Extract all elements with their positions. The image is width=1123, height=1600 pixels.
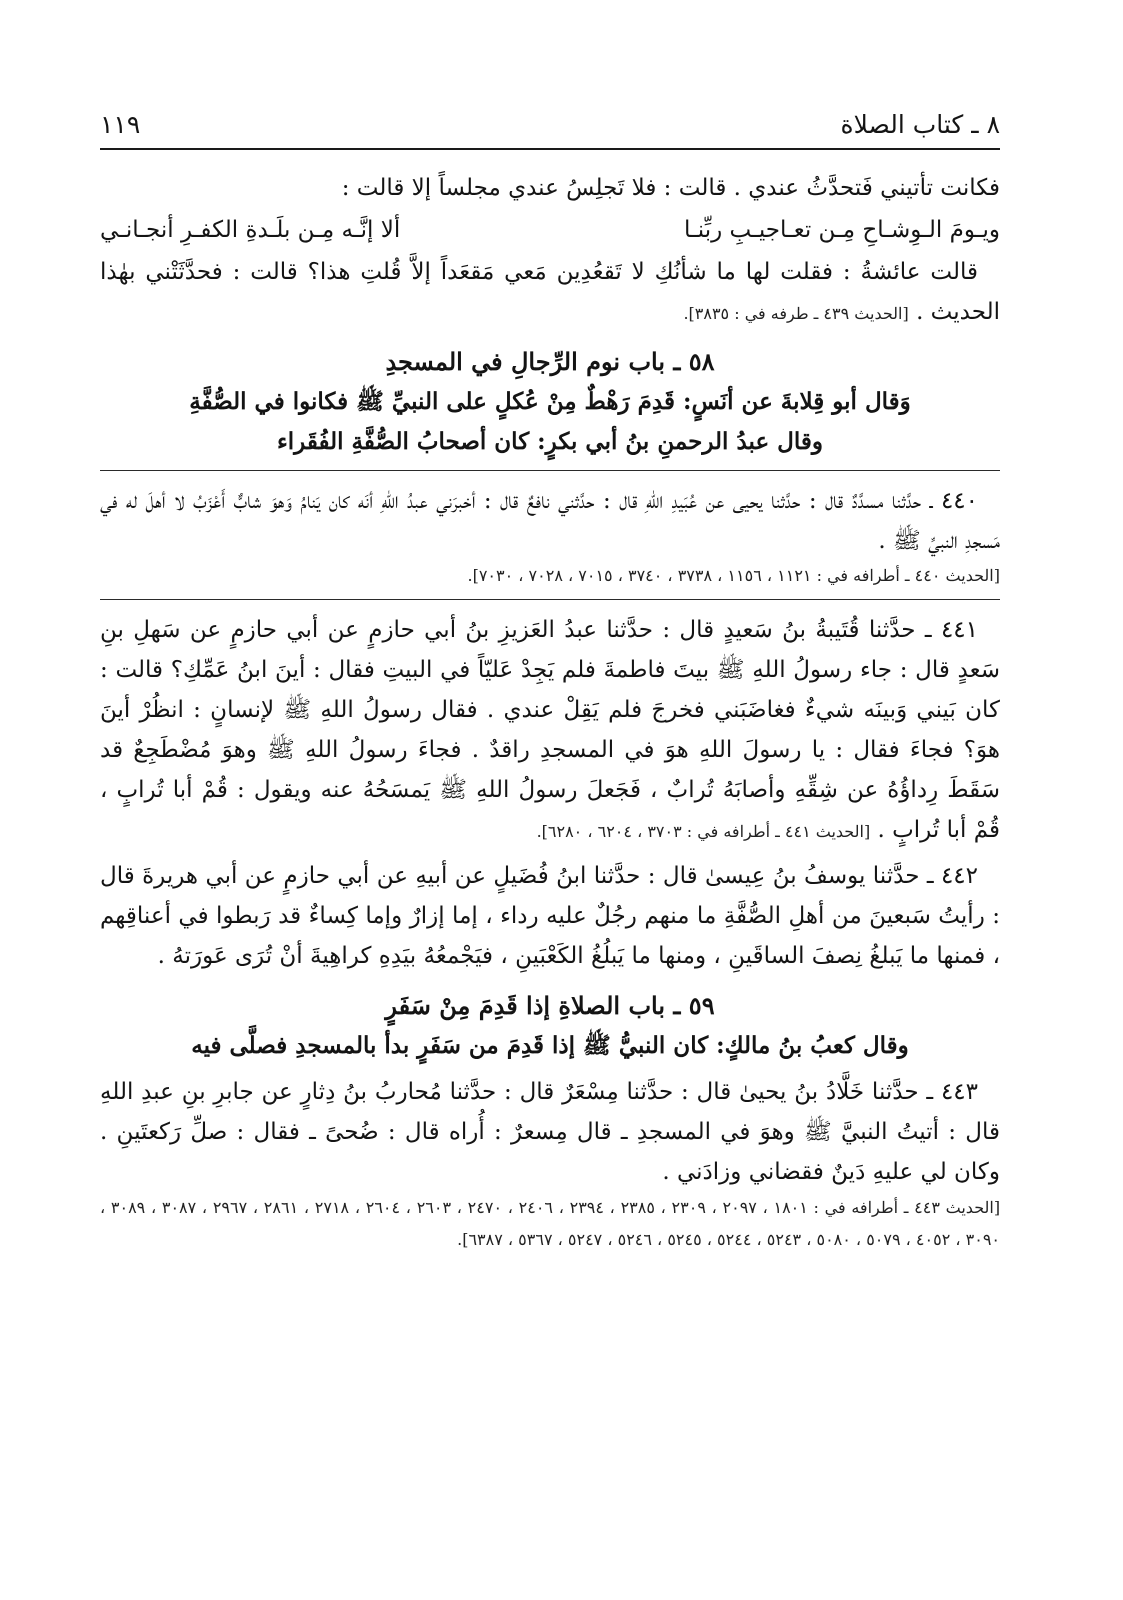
hadith-440-reference: [الحديث ٤٤٠ ـ أطرافه في : ١١٢١ ، ١١٥٦ ، ٣٧٣٨ ، ٣٧٤٠ ، ٧٠١٥ ، ٧٠٢٨ ، ٧٠٣٠]. xyxy=(467,566,1000,585)
intro-line: فكانت تأتيني فَتحدَّثُ عندي . قالت : فلا تَجلِسُ عندي مجلساً إلا قالت : xyxy=(341,175,1000,201)
book-page xyxy=(100,90,1000,1560)
hadith-441-reference: [الحديث ٤٤١ ـ أطرافه في : ٣٧٠٣ ، ٦٢٠٤ ، ٦٢٨٠]. xyxy=(536,822,871,841)
hadith-440-text: ٤٤٠ ـ حدَّثنا مسدَّدٌ قال : حدَّثنا يحيى عن عُبَيدِ اللهِ قال : حدَّثني نافعٌ قال : أخبرَني عبدُ اللهِ أنَه كان يَنامُ وَهوَ شابٌّ أَعْزَبُ لا أهلَ له في مَسجدِ النبيِّ ﷺ . xyxy=(100,488,1000,554)
chapter-58-subtitle-2: وقال عبدُ الرحمنِ بنُ أبي بكرٍ: كان أصحابُ الصُّفَّةِ الفُقَراء xyxy=(276,428,824,455)
running-chapter-title: ٨ ـ كتاب الصلاة xyxy=(840,110,1000,139)
chapter-59-title: ٥٩ ـ باب الصلاةِ إذا قَدِمَ مِنْ سَفَرٍ xyxy=(385,991,715,1020)
hadith-441-paragraph xyxy=(100,610,1000,850)
hadith-441 xyxy=(100,610,1000,850)
intro-paragraph-text: قالت عائشةُ : فقلت لها ما شأنُكِ لا تَقعُدِين مَعي مَقعَداً إلاَّ قُلتِ هذا؟ قالت : فحدَّثَتْني بهٰذا الحديث . xyxy=(100,259,1000,325)
hadith-443 xyxy=(100,1072,1000,1256)
hadith-441-text: ٤٤١ ـ حدَّثنا قُتَيبةُ بنُ سَعيدٍ قال : حدَّثنا عبدُ العَزيزِ بنُ أبي حازمٍ عن أبي حازمٍ عن سَهلِ بنِ سَعدٍ قال : جاء رسولُ اللهِ ﷺ بيتَ فاطمةَ فلم يَجِدْ عَليّاً في البيتِ فقال : أينَ ابنُ عَمِّكِ؟ قالت : كان بَيني وَبينَه شيءٌ فغاضَبَني فخرجَ فلم يَقِلْ عندي . فقال رسولُ اللهِ ﷺ لإنسانٍ : انظُرْ أينَ هوَ؟ فجاءَ فقال : يا رسولَ اللهِ هوَ في المسجدِ راقدٌ . فجاءَ رسولُ اللهِ ﷺ وهوَ مُضْطَجِعٌ قد سَقَطَ رِداؤُهُ عن شِقِّهِ وأصابَهُ تُرابٌ ، فَجَعلَ رسولُ اللهِ ﷺ يَمسَحُهُ عنه ويقول : قُمْ أبا تُرابٍ ، قُمْ أبا تُرابٍ . xyxy=(100,617,1001,843)
chapter-58-title: ٥٨ ـ باب نوم الرِّجالِ في المسجدِ xyxy=(385,347,715,376)
chapter-59-subtitle-1: وقال كعبُ بنُ مالكٍ: كان النبيُّ ﷺ إذا قَدِمَ من سَفَرٍ بدأ بالمسجدِ فصلَّى فيه xyxy=(191,1032,909,1059)
page-header xyxy=(100,108,1000,150)
page-number: ١١٩ xyxy=(100,110,141,139)
hadith-443-reference: [الحديث ٤٤٣ ـ أطرافه في : ١٨٠١ ، ٢٠٩٧ ، ٢٣٠٩ ، ٢٣٨٥ ، ٢٣٩٤ ، ٢٤٠٦ ، ٢٤٧٠ ، ٢٦٠٣ ، ٢٦٠٤ ، ٢٧١٨ ، ٢٨٦١ ، ٢٩٦٧ ، ٣٠٨٧ ، ٣٠٨٩ ، ٣٠٩٠ ، ٤٠٥٢ ، ٥٠٧٩ ، ٥٠٨٠ ، ٥٢٤٣ ، ٥٢٤٤ ، ٥٢٤٥ ، ٥٢٤٦ ، ٥٢٤٧ ، ٥٣٦٧ ، ٦٣٨٧]. xyxy=(100,1198,1001,1249)
hadith-443-text: ٤٤٣ ـ حدَّثنا خَلَّادُ بنُ يحيىٰ قال : حدَّثنا مِسْعَرٌ قال : حدَّثنا مُحاربُ بنُ دِثارٍ عن جابرِ بنِ عبدِ اللهِ قال : أتيتُ النبيَّ ﷺ وهوَ في المسجدِ ـ قال مِسعرٌ : أُراه قال : ضُحىً ـ فقال : صلِّ رَكعتَينِ . وكان لي عليهِ دَينٌ فقضاني وزادَني . xyxy=(100,1079,1000,1185)
section-divider xyxy=(100,599,1000,600)
intro-paragraph xyxy=(100,252,1000,332)
section-divider xyxy=(100,470,1000,471)
hadith-442-text: ٤٤٢ ـ حدَّثنا يوسفُ بنُ عِيسىٰ قال : حدَّثنا ابنُ فُضَيلٍ عن أبيهِ عن أبي حازمٍ عن أبي هريرةَ قال : رأيتُ سَبعينَ من أهلِ الصُّفَّةِ ما منهم رجُلٌ عليه رداء ، إما إزارٌ وإما كِساءٌ قد رَبطوا في أعناقِهم ، فمنها ما يَبلغُ نِصفَ الساقَينِ ، ومنها ما يَبلُغُ الكَعْبَينِ ، فيَجْمعُهُ بيَدِهِ كراهِيةَ أنْ تُرَى عَورَتهُ . xyxy=(100,863,1000,969)
intro-reference: [الحديث ٤٣٩ ـ طرفه في : ٣٨٣٥]. xyxy=(683,304,909,323)
hadith-442 xyxy=(100,856,1000,976)
hadith-440 xyxy=(100,481,1000,591)
verse-second-hemistich: ألا إنَّـه مِـن بلَـدةِ الكفـرِ أنجـانـي xyxy=(100,217,401,243)
poem-verse xyxy=(100,208,1000,252)
chapter-58-subtitle-1: وَقال أبو قِلابةَ عن أنَسٍ: قَدِمَ رَهْطٌ مِنْ عُكلٍ على النبيِّ ﷺ فكانوا في الصُّفَّةِ xyxy=(189,388,911,415)
verse-first-hemistich: ويـومَ الـوِشـاحِ مِـن تعـاجيـبِ ربِّنـا xyxy=(684,217,1000,243)
page-content xyxy=(100,168,1000,1256)
